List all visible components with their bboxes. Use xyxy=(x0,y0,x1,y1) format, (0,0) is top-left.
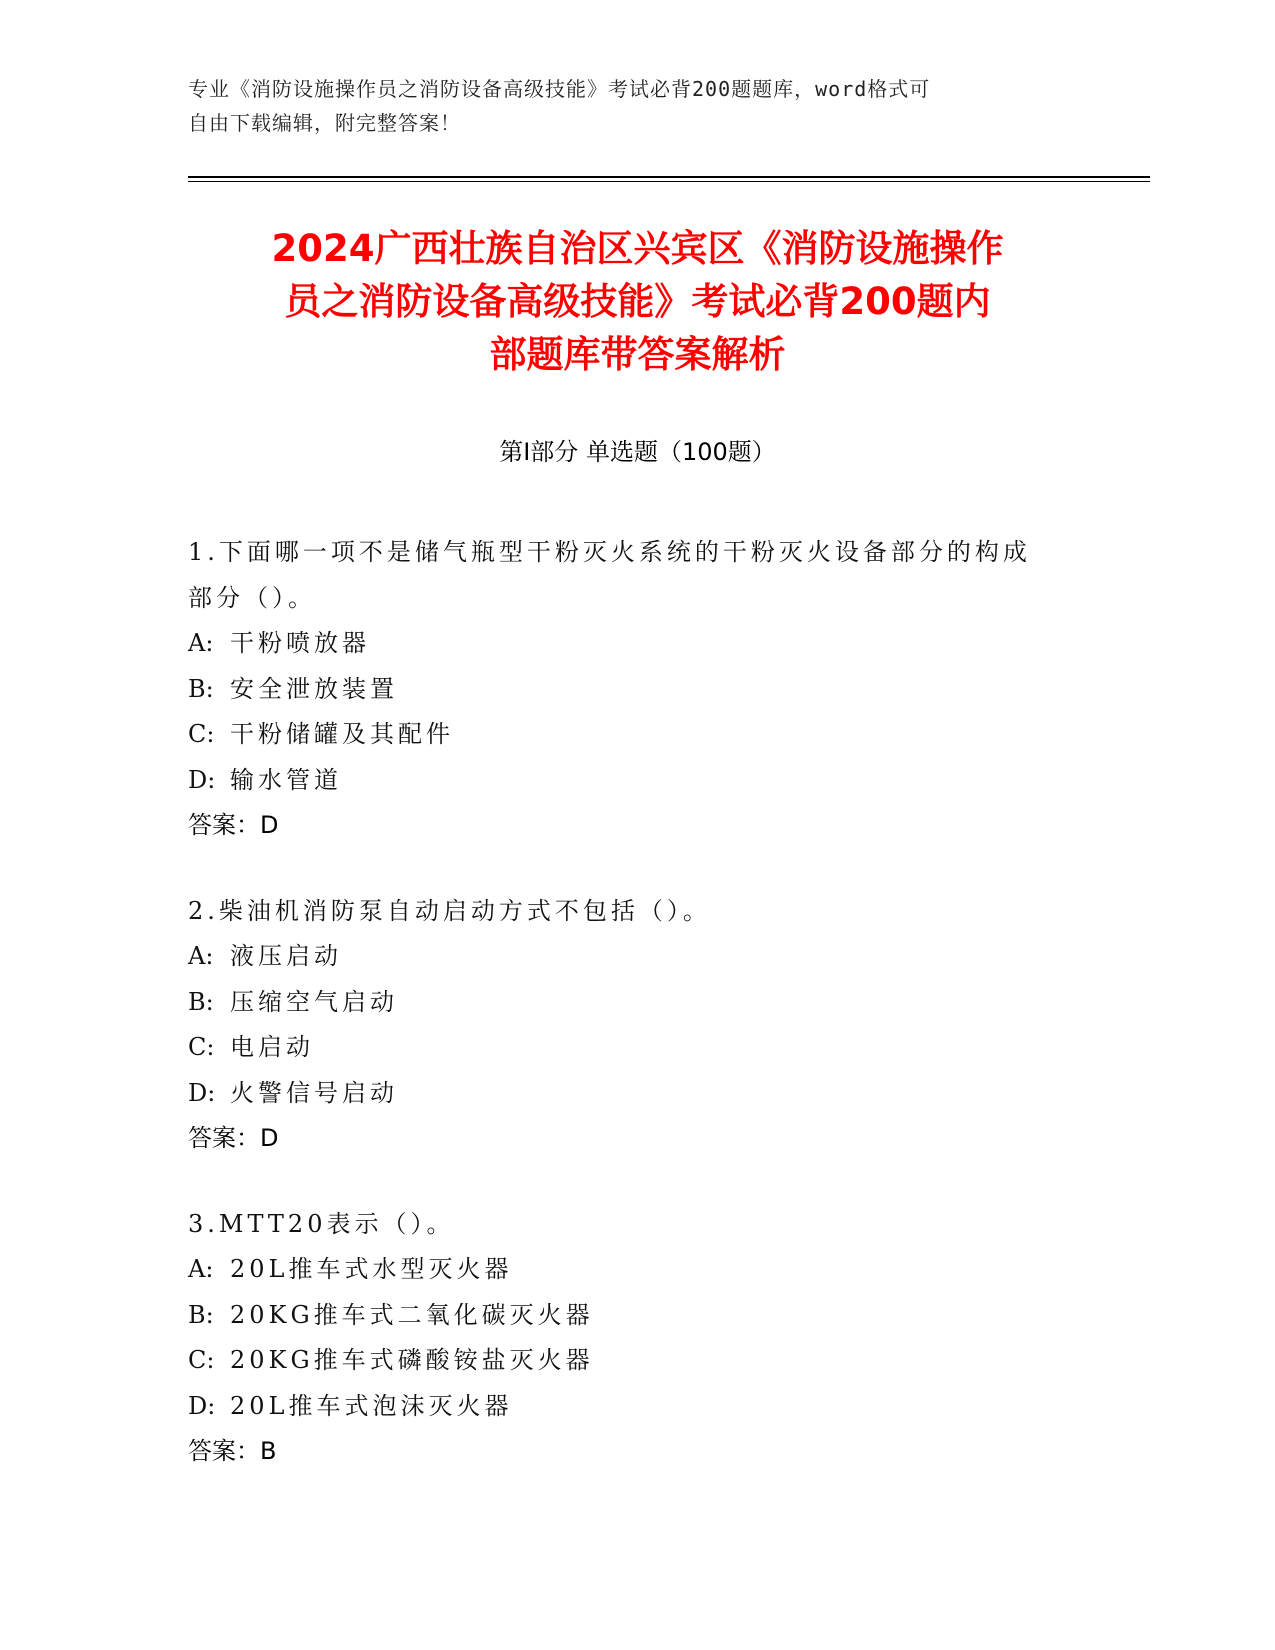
option-text: 电启动 xyxy=(230,1033,314,1061)
option-text: 20KG推车式磷酸铵盐灭火器 xyxy=(230,1346,594,1374)
option-key: C: xyxy=(188,720,215,748)
option-key: B: xyxy=(188,987,214,1016)
option-text: 干粉喷放器 xyxy=(230,629,370,657)
option-text: 液压启动 xyxy=(230,942,342,970)
answer-line: 答案：B xyxy=(188,1437,277,1465)
header-divider-thick xyxy=(188,176,1150,178)
option-text: 压缩空气启动 xyxy=(230,987,398,1016)
option-key: A: xyxy=(188,942,214,970)
document-title-line-3: 部题库带答案解析 xyxy=(489,333,786,376)
option-key: D: xyxy=(188,1391,216,1420)
option-key: B: xyxy=(188,1300,214,1329)
option-d xyxy=(188,758,1088,804)
option-key: A: xyxy=(188,629,214,657)
option-d xyxy=(188,1384,1088,1430)
option-key: A: xyxy=(188,1255,214,1283)
option-text: 20L推车式泡沫灭火器 xyxy=(230,1391,513,1420)
option-d xyxy=(188,1071,1088,1117)
option-b xyxy=(188,667,1088,713)
option-text: 安全泄放装置 xyxy=(230,674,398,703)
option-a xyxy=(188,1247,1088,1293)
option-a xyxy=(188,934,1088,980)
option-text: 干粉储罐及其配件 xyxy=(230,720,454,748)
question-stem: 1.下面哪一项不是储气瓶型干粉灭火系统的干粉灭火设备部分的构成 xyxy=(188,538,1031,566)
document-title-line-2: 员之消防设备高级技能》考试必背200题内 xyxy=(284,280,991,323)
option-key: D: xyxy=(188,1078,216,1107)
section-title: 第Ⅰ部分 单选题（100题） xyxy=(499,438,776,466)
header-note-line-2: 自由下载编辑，附完整答案！ xyxy=(188,111,461,135)
option-c xyxy=(188,1338,1088,1384)
question-3 xyxy=(188,1202,1088,1475)
header-note xyxy=(188,72,1088,140)
option-c xyxy=(188,1025,1088,1071)
document-title-line-1: 2024广西壮族自治区兴宾区《消防设施操作 xyxy=(271,227,1004,270)
question-1 xyxy=(188,530,1088,849)
option-text: 输水管道 xyxy=(230,765,342,794)
question-list xyxy=(188,530,1088,1515)
option-b xyxy=(188,980,1088,1026)
question-stem-continued: 部分（）。 xyxy=(188,583,316,612)
answer-line: 答案：D xyxy=(188,1124,279,1152)
option-b xyxy=(188,1293,1088,1339)
option-key: C: xyxy=(188,1346,215,1374)
option-text: 火警信号启动 xyxy=(230,1078,398,1107)
answer-line: 答案：D xyxy=(188,811,279,839)
question-stem: 3.MTT20表示（）。 xyxy=(188,1209,455,1238)
header-divider-thin xyxy=(188,181,1150,182)
option-key: D: xyxy=(188,765,216,794)
question-stem: 2.柴油机消防泵自动启动方式不包括（）。 xyxy=(188,896,711,925)
option-a xyxy=(188,621,1088,667)
option-key: B: xyxy=(188,674,214,703)
document-title xyxy=(150,222,1125,381)
option-text: 20L推车式水型灭火器 xyxy=(230,1255,513,1283)
question-2 xyxy=(188,889,1088,1162)
option-key: C: xyxy=(188,1033,215,1061)
option-text: 20KG推车式二氧化碳灭火器 xyxy=(230,1300,594,1329)
header-note-line-1: 专业《消防设施操作员之消防设备高级技能》考试必背200题题库，word格式可 xyxy=(188,77,931,101)
option-c xyxy=(188,712,1088,758)
